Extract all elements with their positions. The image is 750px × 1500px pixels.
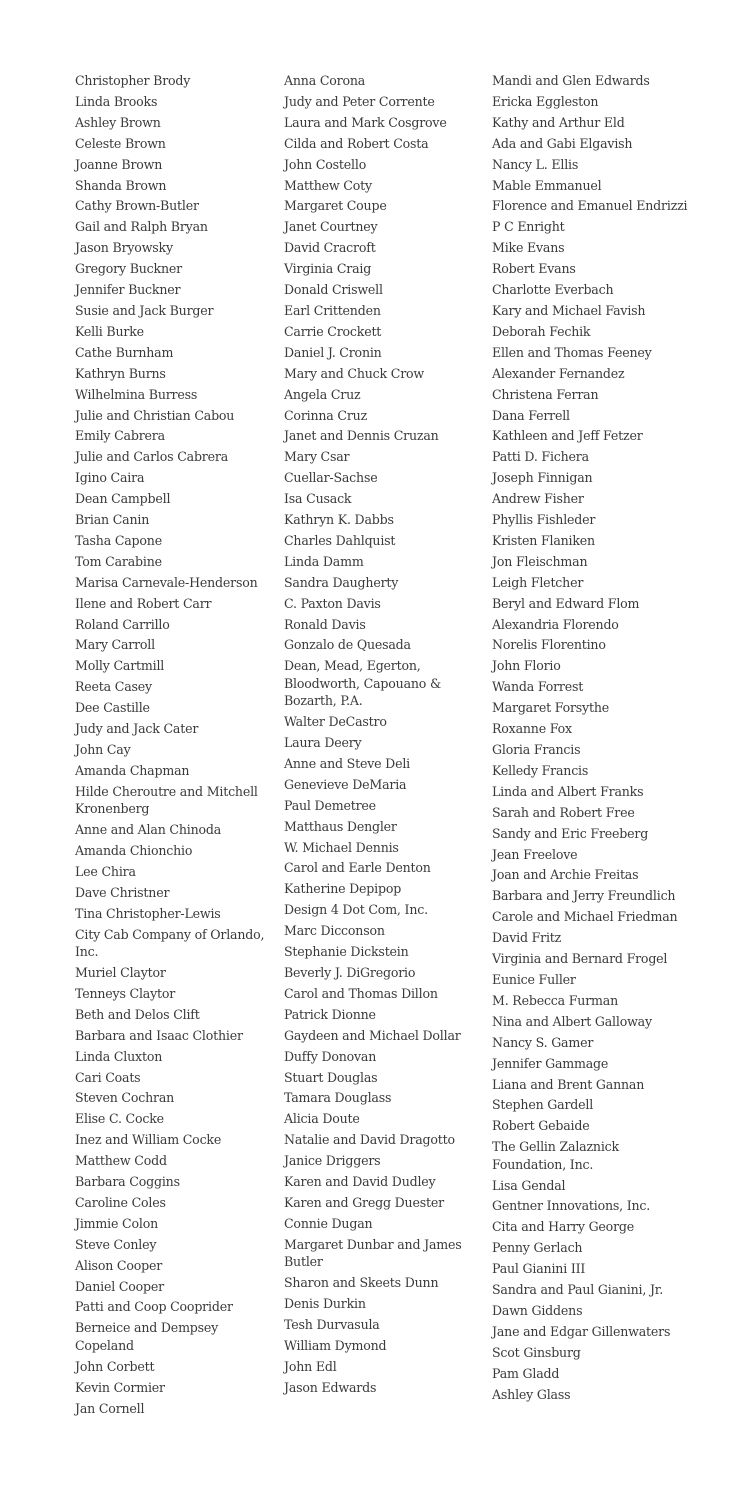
donor-name: Kelli Burke bbox=[75, 323, 144, 339]
donor-name: Duffy Donovan bbox=[284, 1048, 377, 1064]
donor-name: Barbara Coggins bbox=[75, 1174, 180, 1190]
donor-name: Earl Crittenden bbox=[284, 302, 381, 318]
donor-name: Connie Dugan bbox=[284, 1215, 373, 1231]
donor-name: Sandra Daugherty bbox=[284, 574, 399, 590]
donor-name: Joanne Brown bbox=[75, 156, 163, 172]
donor-name: Inez and William Cocke bbox=[75, 1132, 222, 1148]
donor-name: Gregory Buckner bbox=[75, 261, 182, 277]
donor-name: Margaret Coupe bbox=[284, 198, 387, 214]
donor-name: Angela Cruz bbox=[284, 386, 361, 402]
donor-name: Matthew Codd bbox=[75, 1153, 167, 1169]
donor-name: Beverly J. DiGregorio bbox=[284, 964, 416, 980]
donor-name: Anna Corona bbox=[284, 73, 366, 88]
donor-name: Mike Evans bbox=[492, 240, 565, 256]
donor-name: M. Rebecca Furman bbox=[492, 992, 618, 1008]
donor-name: Kathryn Burns bbox=[75, 365, 166, 381]
donor-name: Donald Criswell bbox=[284, 282, 383, 298]
donor-name: Stuart Douglas bbox=[284, 1069, 378, 1085]
donor-name: Anne and Alan Chinoda bbox=[75, 822, 222, 838]
donor-name: Norelis Florentino bbox=[492, 637, 606, 653]
donor-name: Ada and Gabi Elgavish bbox=[492, 135, 633, 151]
donor-name: Isa Cusack bbox=[284, 491, 352, 507]
donor-name: Wanda Forrest bbox=[492, 679, 584, 695]
donor-name: Linda Cluxton bbox=[75, 1048, 163, 1064]
donor-name: Kevin Cormier bbox=[75, 1379, 165, 1395]
donor-name: Tom Carabine bbox=[75, 553, 162, 569]
donor-name: Genevieve DeMaria bbox=[284, 776, 407, 792]
donor-name: Cari Coats bbox=[75, 1069, 141, 1085]
donor-name: Alison Cooper bbox=[75, 1257, 163, 1273]
donor-name: Dana Ferrell bbox=[492, 407, 570, 423]
donor-name: Tina Christopher-Lewis bbox=[75, 905, 221, 921]
donor-name: Christopher Brody bbox=[75, 73, 191, 88]
donor-name: Virginia and Bernard Frogel bbox=[492, 951, 668, 967]
donor-name: Dawn Giddens bbox=[492, 1302, 583, 1318]
donor-name: Paul Gianini III bbox=[492, 1261, 586, 1277]
donor-name: Florence and Emanuel Endrizzi bbox=[492, 198, 688, 214]
donor-name: William Dymond bbox=[284, 1337, 387, 1353]
donor-name: Kelledy Francis bbox=[492, 762, 589, 778]
donor-name: Cathe Burnham bbox=[75, 344, 174, 360]
donor-name: Alexandria Florendo bbox=[492, 616, 619, 632]
donor-name: Joan and Archie Freitas bbox=[492, 867, 639, 883]
donor-name: Wilhelmina Burress bbox=[75, 386, 198, 402]
donor-name: Mable Emmanuel bbox=[492, 177, 602, 193]
donor-name: John Edl bbox=[284, 1358, 337, 1374]
donor-name: David Fritz bbox=[492, 930, 562, 946]
donor-name: Amanda Chionchio bbox=[75, 843, 193, 859]
donor-name: Marc Dicconson bbox=[284, 923, 385, 939]
donor-name: Carol and Earle Denton bbox=[284, 860, 431, 876]
donor-name: Corinna Cruz bbox=[284, 407, 368, 423]
donor-name: Sarah and Robert Free bbox=[492, 804, 635, 820]
donor-name: P C Enright bbox=[492, 219, 565, 235]
donor-name: Scot Ginsburg bbox=[492, 1344, 581, 1360]
donor-column-1 bbox=[75, 72, 270, 1420]
donor-name: Leigh Fletcher bbox=[492, 574, 584, 590]
donor-name: Anne and Steve Deli bbox=[284, 755, 410, 771]
donor-name: Alexander Fernandez bbox=[492, 365, 625, 381]
donor-name: Kristen Flaniken bbox=[492, 532, 595, 548]
donor-name: Eunice Fuller bbox=[492, 971, 576, 987]
donor-name: Ashley Brown bbox=[75, 114, 161, 130]
donor-name: Marisa Carnevale-Henderson bbox=[75, 574, 258, 590]
donor-name: Kary and Michael Favish bbox=[492, 302, 646, 318]
donor-name: Tamara Douglass bbox=[284, 1090, 392, 1106]
donor-name: Mary and Chuck Crow bbox=[284, 365, 424, 381]
donor-name: W. Michael Dennis bbox=[284, 839, 399, 855]
donor-name: Brian Canin bbox=[75, 512, 150, 528]
donor-name: Caroline Coles bbox=[75, 1194, 166, 1210]
donor-name: Carrie Crockett bbox=[284, 323, 382, 339]
donor-name: Roland Carrillo bbox=[75, 616, 170, 632]
donor-name: Hilde Cheroutre and Mitchell Kronenberg bbox=[75, 783, 258, 817]
donor-name: Phyllis Fishleder bbox=[492, 512, 596, 528]
donor-name: Linda Brooks bbox=[75, 93, 158, 109]
donor-name: Janice Driggers bbox=[284, 1153, 381, 1169]
donor-name: Dean Campbell bbox=[75, 491, 171, 507]
donor-name: Charlotte Everbach bbox=[492, 282, 614, 298]
donor-name: Jason Bryowsky bbox=[75, 240, 173, 256]
donor-name: Paul Demetree bbox=[284, 797, 376, 813]
donor-name: Liana and Brent Gannan bbox=[492, 1076, 645, 1092]
donor-name: Matthaus Dengler bbox=[284, 818, 397, 834]
donor-name: Daniel J. Cronin bbox=[284, 344, 382, 360]
donor-name: Shanda Brown bbox=[75, 177, 167, 193]
donor-column-2 bbox=[284, 72, 479, 1400]
donor-name: Gail and Ralph Bryan bbox=[75, 219, 208, 235]
donor-name: Deborah Fechik bbox=[492, 323, 591, 339]
donor-name: Kathleen and Jeff Fetzer bbox=[492, 428, 643, 444]
donor-name: Carole and Michael Friedman bbox=[492, 909, 678, 925]
donor-name: Roxanne Fox bbox=[492, 721, 572, 737]
donor-name: Dean, Mead, Egerton, Bloodworth, Capouano & Bozarth, P.A. bbox=[284, 658, 441, 709]
donor-name: Beth and Delos Clift bbox=[75, 1006, 200, 1022]
donor-name: Dee Castille bbox=[75, 700, 150, 716]
donor-name: Nina and Albert Galloway bbox=[492, 1013, 652, 1029]
donor-name: John Costello bbox=[284, 156, 367, 172]
donor-name: Jennifer Gammage bbox=[492, 1055, 609, 1071]
donor-name: Mary Csar bbox=[284, 449, 350, 465]
donor-name: Tenneys Claytor bbox=[75, 985, 176, 1001]
donor-name: Nancy S. Gamer bbox=[492, 1034, 594, 1050]
donor-name: Dave Christner bbox=[75, 884, 170, 900]
donor-name: Julie and Carlos Cabrera bbox=[75, 449, 229, 465]
donor-name: Ellen and Thomas Feeney bbox=[492, 344, 652, 360]
donor-name: Gonzalo de Quesada bbox=[284, 637, 411, 653]
donor-name: Robert Evans bbox=[492, 261, 576, 277]
donor-name: Steven Cochran bbox=[75, 1090, 175, 1106]
donor-name: Steve Conley bbox=[75, 1236, 157, 1252]
donor-name: Cilda and Robert Costa bbox=[284, 135, 429, 151]
donor-name: Janet and Dennis Cruzan bbox=[284, 428, 439, 444]
donor-name: John Cay bbox=[75, 742, 131, 757]
donor-name: Amanda Chapman bbox=[75, 762, 190, 778]
donor-name: Alicia Doute bbox=[284, 1111, 360, 1127]
donor-name: Molly Cartmill bbox=[75, 658, 165, 674]
donor-name: Linda and Albert Franks bbox=[492, 783, 644, 799]
donor-name: Pam Gladd bbox=[492, 1365, 560, 1381]
donor-name: Cathy Brown-Butler bbox=[75, 198, 199, 214]
donor-name: Sandy and Eric Freeberg bbox=[492, 825, 649, 841]
donor-name: Tesh Durvasula bbox=[284, 1316, 380, 1332]
donor-name: Jason Edwards bbox=[284, 1379, 377, 1395]
donor-name: Tasha Capone bbox=[75, 532, 162, 548]
donor-name: Design 4 Dot Com, Inc. bbox=[284, 902, 428, 918]
donor-name: Margaret Forsythe bbox=[492, 700, 609, 716]
donor-name: Cita and Harry George bbox=[492, 1219, 634, 1235]
donor-name: Andrew Fisher bbox=[492, 491, 584, 507]
donor-name: Karen and David Dudley bbox=[284, 1174, 436, 1190]
donor-name: Ashley Glass bbox=[492, 1386, 571, 1402]
donor-name: Jean Freelove bbox=[492, 846, 578, 862]
donor-name: Igino Caira bbox=[75, 470, 145, 486]
donor-name: Beryl and Edward Flom bbox=[492, 595, 640, 611]
donor-name: Karen and Gregg Duester bbox=[284, 1194, 444, 1210]
donor-name: Barbara and Jerry Freundlich bbox=[492, 888, 676, 904]
donor-name: Jan Cornell bbox=[75, 1400, 145, 1416]
donor-name: Carol and Thomas Dillon bbox=[284, 985, 438, 1001]
donor-name: Virginia Craig bbox=[284, 261, 372, 277]
donor-name: Muriel Claytor bbox=[75, 964, 166, 980]
donor-name: Christena Ferran bbox=[492, 386, 599, 402]
donor-name: Reeta Casey bbox=[75, 679, 152, 695]
donor-name: Jimmie Colon bbox=[75, 1215, 158, 1231]
donor-name: Jennifer Buckner bbox=[75, 282, 181, 298]
donor-name: Laura and Mark Cosgrove bbox=[284, 114, 447, 130]
donor-name: Ilene and Robert Carr bbox=[75, 595, 212, 611]
donor-name: Patti and Coop Cooprider bbox=[75, 1299, 233, 1315]
donor-name: Stephen Gardell bbox=[492, 1097, 594, 1113]
donor-name: Emily Cabrera bbox=[75, 428, 165, 444]
donor-name: C. Paxton Davis bbox=[284, 595, 381, 611]
donor-name: Charles Dahlquist bbox=[284, 532, 396, 548]
donor-name: Kathy and Arthur Eld bbox=[492, 114, 625, 130]
donor-name: Julie and Christian Cabou bbox=[75, 407, 235, 423]
donor-name: Sharon and Skeets Dunn bbox=[284, 1275, 439, 1291]
donor-name: Penny Gerlach bbox=[492, 1240, 583, 1256]
donor-name: Laura Deery bbox=[284, 735, 362, 750]
donor-name: Cuellar-Sachse bbox=[284, 470, 378, 486]
donor-name: Lisa Gendal bbox=[492, 1177, 566, 1193]
donor-name: Ronald Davis bbox=[284, 616, 366, 632]
donor-name: Susie and Jack Burger bbox=[75, 302, 214, 318]
donor-name: Natalie and David Dragotto bbox=[284, 1132, 455, 1148]
donor-name: Walter DeCastro bbox=[284, 714, 387, 730]
donor-name: Stephanie Dickstein bbox=[284, 944, 409, 960]
donor-name: Mary Carroll bbox=[75, 637, 155, 653]
donor-name: Lee Chira bbox=[75, 863, 136, 879]
donor-name: Berneice and Dempsey Copeland bbox=[75, 1320, 219, 1353]
donor-name: Gentner Innovations, Inc. bbox=[492, 1198, 651, 1214]
donor-name: Robert Gebaide bbox=[492, 1118, 590, 1134]
donor-name: Margaret Dunbar and James Butler bbox=[284, 1236, 462, 1270]
donor-name: Patrick Dionne bbox=[284, 1006, 376, 1022]
donor-name: David Cracroft bbox=[284, 240, 376, 256]
donor-name: The Gellin Zalaznick Foundation, Inc. bbox=[492, 1139, 619, 1172]
donor-name: John Corbett bbox=[75, 1358, 155, 1374]
donor-name: Gloria Francis bbox=[492, 742, 581, 757]
donor-name: Janet Courtney bbox=[284, 219, 378, 235]
donor-name: Gaydeen and Michael Dollar bbox=[284, 1027, 461, 1043]
donor-name: Linda Damm bbox=[284, 553, 364, 569]
donor-name: Patti D. Fichera bbox=[492, 449, 589, 465]
donor-name: Jane and Edgar Gillenwaters bbox=[492, 1323, 671, 1339]
donor-name: John Florio bbox=[492, 658, 561, 674]
donor-name: Judy and Peter Corrente bbox=[284, 93, 435, 109]
donor-name: Ericka Eggleston bbox=[492, 93, 599, 109]
donor-name: Elise C. Cocke bbox=[75, 1111, 164, 1127]
donor-name: Jon Fleischman bbox=[492, 553, 588, 569]
donor-name: Daniel Cooper bbox=[75, 1278, 164, 1294]
donor-name: Katherine Depipop bbox=[284, 881, 402, 897]
donor-name: Mandi and Glen Edwards bbox=[492, 73, 650, 88]
donor-name: Matthew Coty bbox=[284, 177, 372, 193]
donor-name: Kathryn K. Dabbs bbox=[284, 512, 394, 528]
donor-name: Celeste Brown bbox=[75, 135, 166, 151]
donor-name: Barbara and Isaac Clothier bbox=[75, 1027, 243, 1043]
donor-name: Denis Durkin bbox=[284, 1295, 366, 1311]
donor-name: Joseph Finnigan bbox=[492, 470, 593, 486]
donor-name: City Cab Company of Orlando, Inc. bbox=[75, 926, 265, 960]
donor-name: Sandra and Paul Gianini, Jr. bbox=[492, 1282, 664, 1298]
donor-name: Nancy L. Ellis bbox=[492, 156, 579, 172]
donor-name: Judy and Jack Cater bbox=[75, 721, 199, 737]
donor-column-3 bbox=[492, 72, 692, 1407]
